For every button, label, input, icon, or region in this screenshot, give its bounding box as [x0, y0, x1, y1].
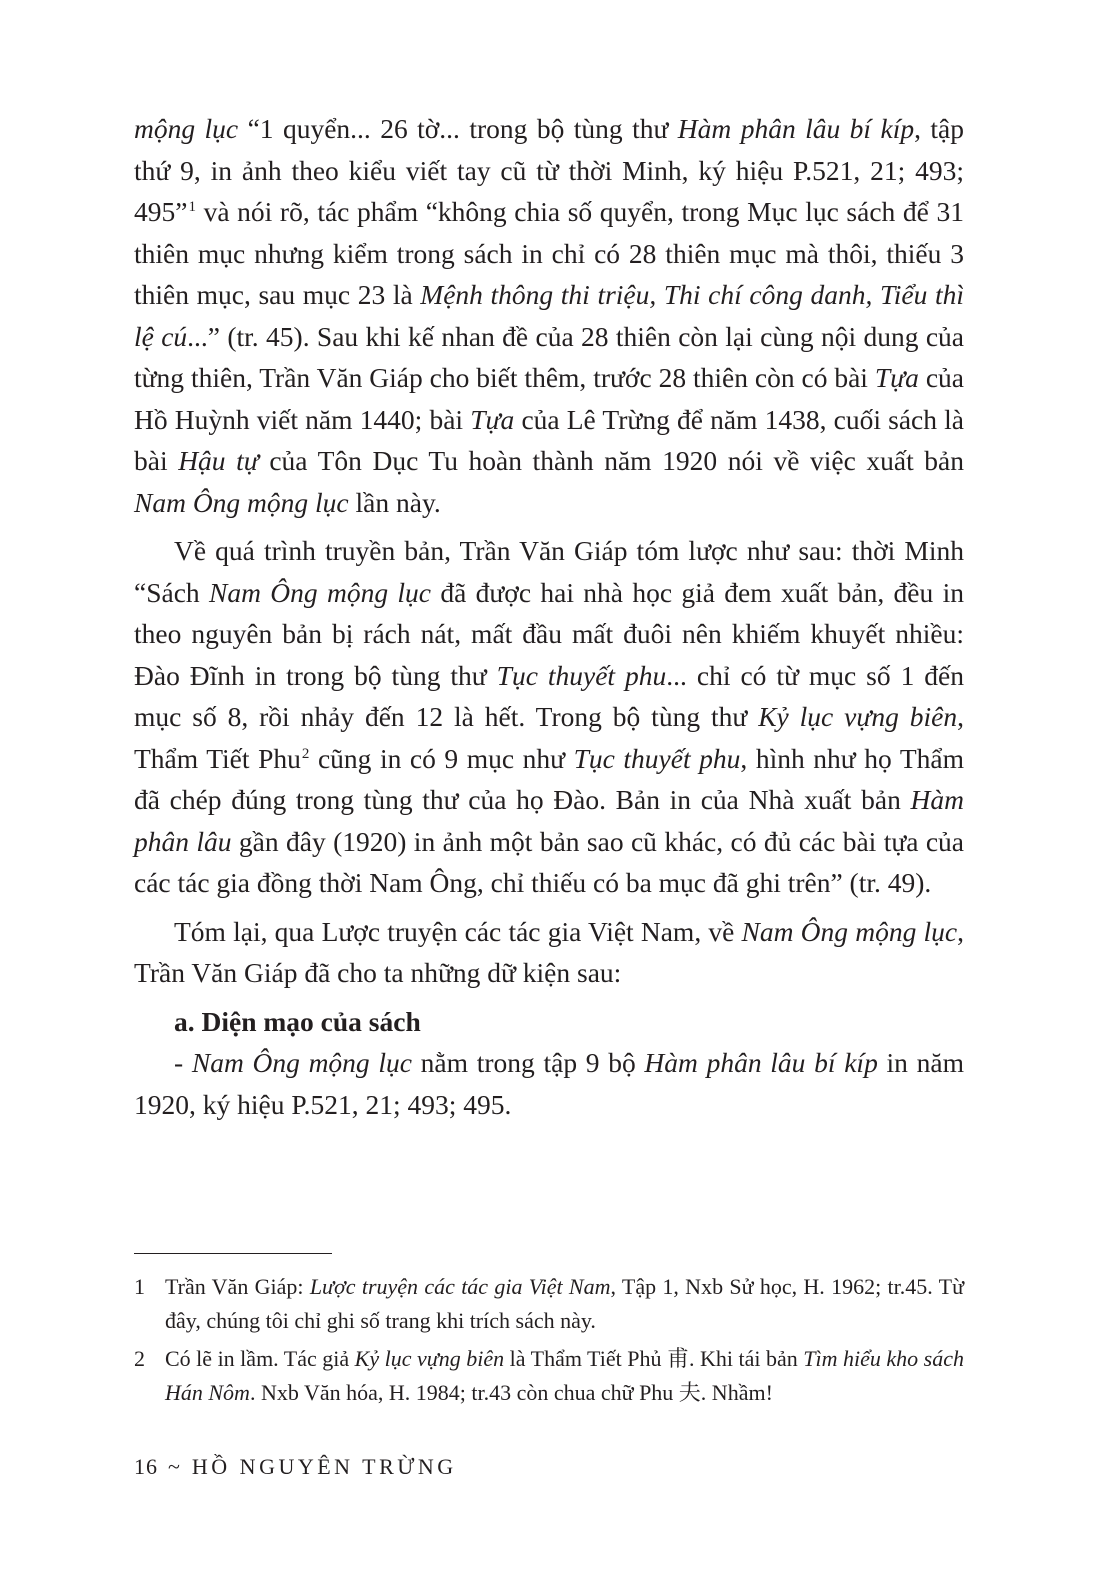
italic-title: Nam Ông mộng lục [191, 1047, 412, 1078]
paragraph-3 [134, 911, 964, 994]
italic-title: Hàm phân lâu bí kíp [644, 1047, 878, 1078]
text-run: ...” (tr. 45). Sau khi kế nhan đề của 28 thiên còn lại cùng nội dung của từng thiên, Trần Văn Giáp cho biết thêm, trước 28 thiên còn có bài [134, 320, 964, 393]
text-run: lần này. [348, 486, 441, 518]
text-run: in năm 1920, ký hiệu P.521, 21; 493; 495. [134, 1047, 964, 1120]
italic-title: Nam Ông mộng lục [134, 486, 349, 518]
text-run: của Lê Trừng để năm 1438, cuối sách là bài [134, 403, 964, 476]
italic-title: Hàm phân lâu [134, 784, 964, 857]
text-run: Trần Văn Giáp: [165, 1274, 310, 1299]
italic-title: Tục thuyết phu [496, 659, 667, 691]
footnote-marker: 1 [188, 199, 196, 215]
text-run: . Nxb Văn hóa, H. 1984; tr.43 còn chua chữ Phu 夫. Nhầm! [249, 1380, 773, 1405]
paragraph-4 [134, 1042, 964, 1125]
text-run: là Thẩm Tiết Phủ 甫. Khi tái bản [504, 1346, 804, 1371]
footnotes [134, 1270, 964, 1414]
paragraph-2 [134, 530, 964, 904]
text-run: Về quá trình truyền bản, Trần Văn Giáp tóm lược như sau: thời Minh “Sách [134, 535, 964, 608]
text-run: đã được hai nhà học giả đem xuất bản, đều in theo nguyên bản bị rách nát, mất đầu mất đuôi nên khiếm khuyết nhiều: Đào Đĩnh in trong bộ tùng thư [134, 576, 964, 691]
text-run: nằm trong tập 9 bộ [411, 1047, 645, 1078]
text-run: , Trần Văn Giáp đã cho ta những dữ kiện sau: [134, 915, 964, 988]
text-run: Tóm lại, qua Lược truyện các tác gia Việt Nam, về [174, 915, 742, 947]
footnote-2 [134, 1342, 964, 1410]
text-run: của Tôn Dục Tu hoàn thành năm 1920 nói về việc xuất bản [258, 445, 964, 476]
italic-title: Tựa [874, 362, 919, 393]
text-run: Có lẽ in lầm. Tác giả [165, 1346, 355, 1371]
text-run: - [174, 1047, 192, 1078]
italic-title: Nam Ông mộng lục [741, 915, 958, 947]
footnote-number: 1 [134, 1274, 145, 1299]
page-body [134, 108, 964, 1125]
italic-title: Mệnh thông thi triệu, Thi chí công danh, Tiểu thì lệ cú [134, 279, 964, 352]
italic-title: Hậu tự [178, 445, 259, 476]
text-run: gần đây (1920) in ảnh một bản sao cũ khác, có đủ các bài tựa của các tác gia đồng thời Nam Ông, chỉ thiếu có ba mục đã ghi trên” (tr. 49). [134, 825, 964, 898]
italic-title: Kỷ lục vựng biên [758, 701, 958, 732]
italic-title: Tục thuyết phu [573, 742, 741, 774]
footnote-text [165, 1270, 964, 1338]
text-run: , hình như họ Thẩm đã chép đúng trong tùng thư của họ Đào. Bản in của Nhà xuất bản [134, 742, 964, 815]
text-run: cũng in có 9 mục như [309, 742, 574, 774]
author-name: HỒ NGUYÊN TRỪNG [191, 1454, 457, 1479]
section-heading: a. Diện mạo của sách [174, 1005, 421, 1037]
italic-title: Tựa [470, 403, 515, 435]
text-run: , tập thứ 9, in ảnh theo kiểu viết tay cũ từ thời Minh, ký hiệu P.521, 21; 493; 495” [134, 113, 964, 227]
italic-title: Hàm phân lâu bí kíp [677, 113, 915, 144]
page-number: 16 [134, 1454, 158, 1479]
footnote-divider [134, 1253, 332, 1254]
italic-title: mộng lục [134, 113, 239, 144]
italic-title: Lược truyện các tác gia Việt Nam [309, 1274, 611, 1299]
swash-ornament: ~ [168, 1454, 180, 1479]
running-footer [134, 1450, 457, 1484]
italic-title: Kỷ lục vựng biên [354, 1346, 505, 1371]
footnote-number: 2 [134, 1346, 145, 1371]
text-run: ... chỉ có từ mục số 1 đến mục số 8, rồi nhảy đến 12 là hết. Trong bộ tùng thư [134, 659, 964, 732]
text-run: , Thẩm Tiết Phu [134, 701, 964, 774]
italic-title: Nam Ông mộng lục [209, 576, 432, 608]
footnote-marker: 2 [301, 745, 310, 762]
footnote-text [165, 1342, 964, 1410]
text-run: “1 quyển... 26 tờ... trong bộ tùng thư [238, 113, 678, 144]
footnote-1 [134, 1270, 964, 1338]
italic-title: Tìm hiểu kho sách Hán Nôm [165, 1346, 964, 1405]
text-run: , Tập 1, Nxb Sử học, H. 1962; tr.45. Từ đây, chúng tôi chỉ ghi số trang khi trích sách này. [165, 1274, 965, 1333]
paragraph-1 [134, 108, 964, 523]
text-run: và nói rõ, tác phẩm “không chia số quyển, trong Mục lục sách để 31 thiên mục nhưng kiểm trong sách in chỉ có 28 thiên mục mà thôi, thiếu 3 thiên mục, sau mục 23 là [134, 196, 964, 310]
text-run: của Hồ Huỳnh viết năm 1440; bài [134, 362, 964, 435]
